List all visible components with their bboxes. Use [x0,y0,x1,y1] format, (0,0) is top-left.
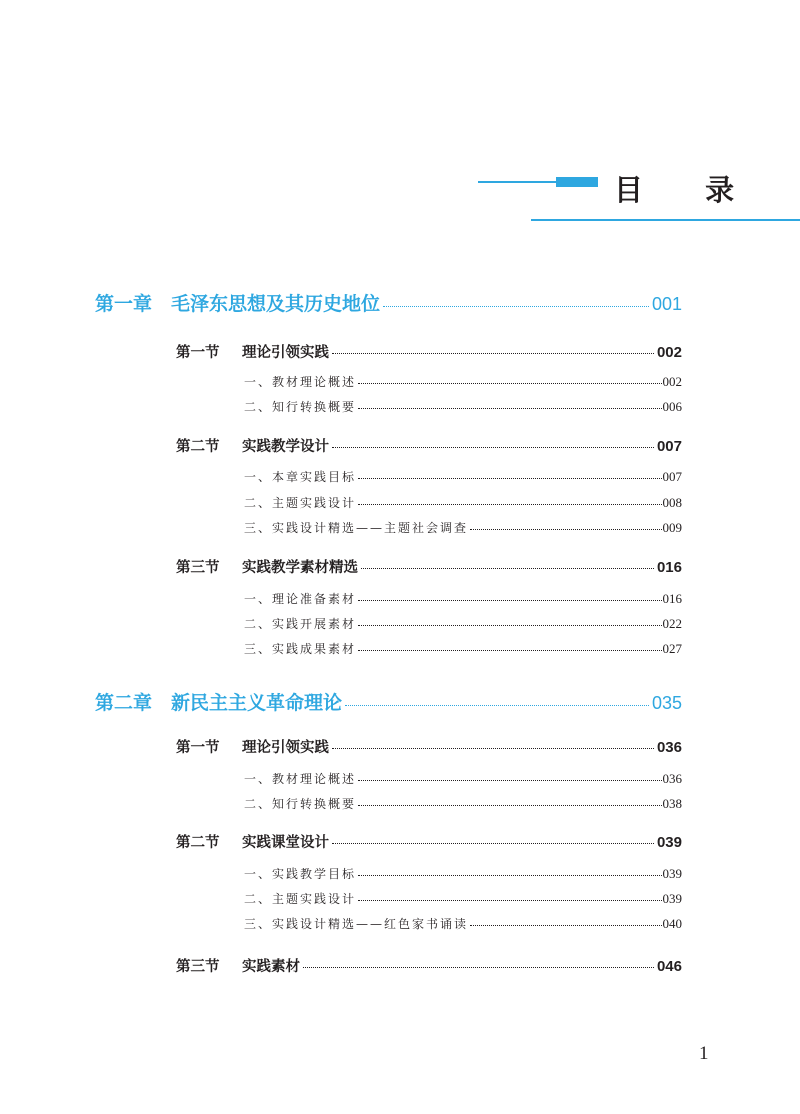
dot-leader [383,306,649,307]
item-title: 一、理论准备素材 [244,592,357,606]
toc-item[interactable] [244,519,682,536]
toc-item[interactable] [244,795,682,812]
item-page: 002 [662,374,682,389]
dot-leader [358,600,661,601]
toc-item[interactable] [244,373,682,390]
page-title: 目 录 [614,173,761,207]
item-page: 038 [662,796,682,811]
section-title: 实践课堂设计 [242,835,329,851]
dot-leader [358,900,661,901]
dot-leader [470,529,661,530]
section-page: 046 [656,958,682,975]
dot-leader [332,353,654,354]
dot-leader [358,650,661,651]
item-title: 一、教材理论概述 [244,375,357,389]
toc-item[interactable] [244,890,682,907]
chapter-page: 035 [651,693,682,713]
section-number: 第一节 [176,740,220,756]
dot-leader [358,625,661,626]
item-title: 一、实践教学目标 [244,867,357,881]
section-title: 实践素材 [242,959,300,975]
section-title: 实践教学素材精选 [242,560,358,576]
toc-item[interactable] [244,865,682,882]
chapter-page: 001 [651,294,682,314]
item-title: 二、主题实践设计 [244,892,357,906]
item-page: 039 [662,866,682,881]
section-title: 理论引领实践 [242,345,329,361]
item-page: 039 [662,891,682,906]
item-title: 一、本章实践目标 [244,470,357,484]
toc-section[interactable] [176,341,682,362]
toc-section[interactable] [176,831,682,852]
dot-leader [332,748,654,749]
item-page: 006 [662,399,682,414]
dot-leader [332,843,654,844]
toc-item[interactable] [244,590,682,607]
section-page: 036 [656,739,682,756]
toc-section[interactable] [176,736,682,757]
item-page: 007 [662,469,682,484]
toc-item[interactable] [244,615,682,632]
dot-leader [358,780,661,781]
dot-leader [332,447,654,448]
toc-item[interactable] [244,398,682,415]
section-number: 第三节 [176,560,220,576]
item-page: 036 [662,771,682,786]
dot-leader [470,925,661,926]
toc-item[interactable] [244,468,682,485]
dot-leader [361,568,654,569]
dot-leader [358,875,661,876]
section-page: 007 [656,438,682,455]
section-number: 第一节 [176,345,220,361]
chapter-title: 新民主主义革命理论 [171,692,343,714]
item-page: 008 [662,495,682,510]
toc-item[interactable] [244,494,682,511]
dot-leader [358,504,661,505]
item-page: 022 [662,616,682,631]
item-title: 三、实践设计精选——红色家书诵读 [244,917,469,931]
chapter-number: 第二章 [95,692,153,714]
toc-section[interactable] [176,556,682,577]
item-page: 016 [662,591,682,606]
item-page: 040 [662,916,682,931]
page-number: 1 [699,1043,709,1064]
section-title: 理论引领实践 [242,740,329,756]
toc-item[interactable] [244,770,682,787]
header-rule-bottom [531,219,800,221]
section-number: 第二节 [176,835,220,851]
dot-leader [358,408,661,409]
item-title: 二、实践开展素材 [244,617,357,631]
toc-item[interactable] [244,915,682,932]
item-title: 一、教材理论概述 [244,772,357,786]
item-page: 009 [662,520,682,535]
toc-section[interactable] [176,435,682,456]
chapter-title: 毛泽东思想及其历史地位 [171,293,381,315]
section-title: 实践教学设计 [242,439,329,455]
item-title: 三、实践成果素材 [244,642,357,656]
toc-section[interactable] [176,955,682,976]
item-title: 二、知行转换概要 [244,400,357,414]
item-title: 二、主题实践设计 [244,496,357,510]
dot-leader [345,705,649,706]
section-number: 第三节 [176,959,220,975]
dot-leader [303,967,654,968]
toc-chapter[interactable] [95,688,682,715]
toc-header [0,160,800,240]
section-number: 第二节 [176,439,220,455]
toc-chapter[interactable] [95,289,682,316]
toc-item[interactable] [244,640,682,657]
dot-leader [358,383,661,384]
section-page: 039 [656,834,682,851]
item-title: 三、实践设计精选——主题社会调查 [244,521,469,535]
dot-leader [358,805,661,806]
section-page: 016 [656,559,682,576]
item-title: 二、知行转换概要 [244,797,357,811]
header-rule-block [556,177,598,187]
section-page: 002 [656,344,682,361]
dot-leader [358,478,661,479]
chapter-number: 第一章 [95,293,153,315]
item-page: 027 [662,641,682,656]
